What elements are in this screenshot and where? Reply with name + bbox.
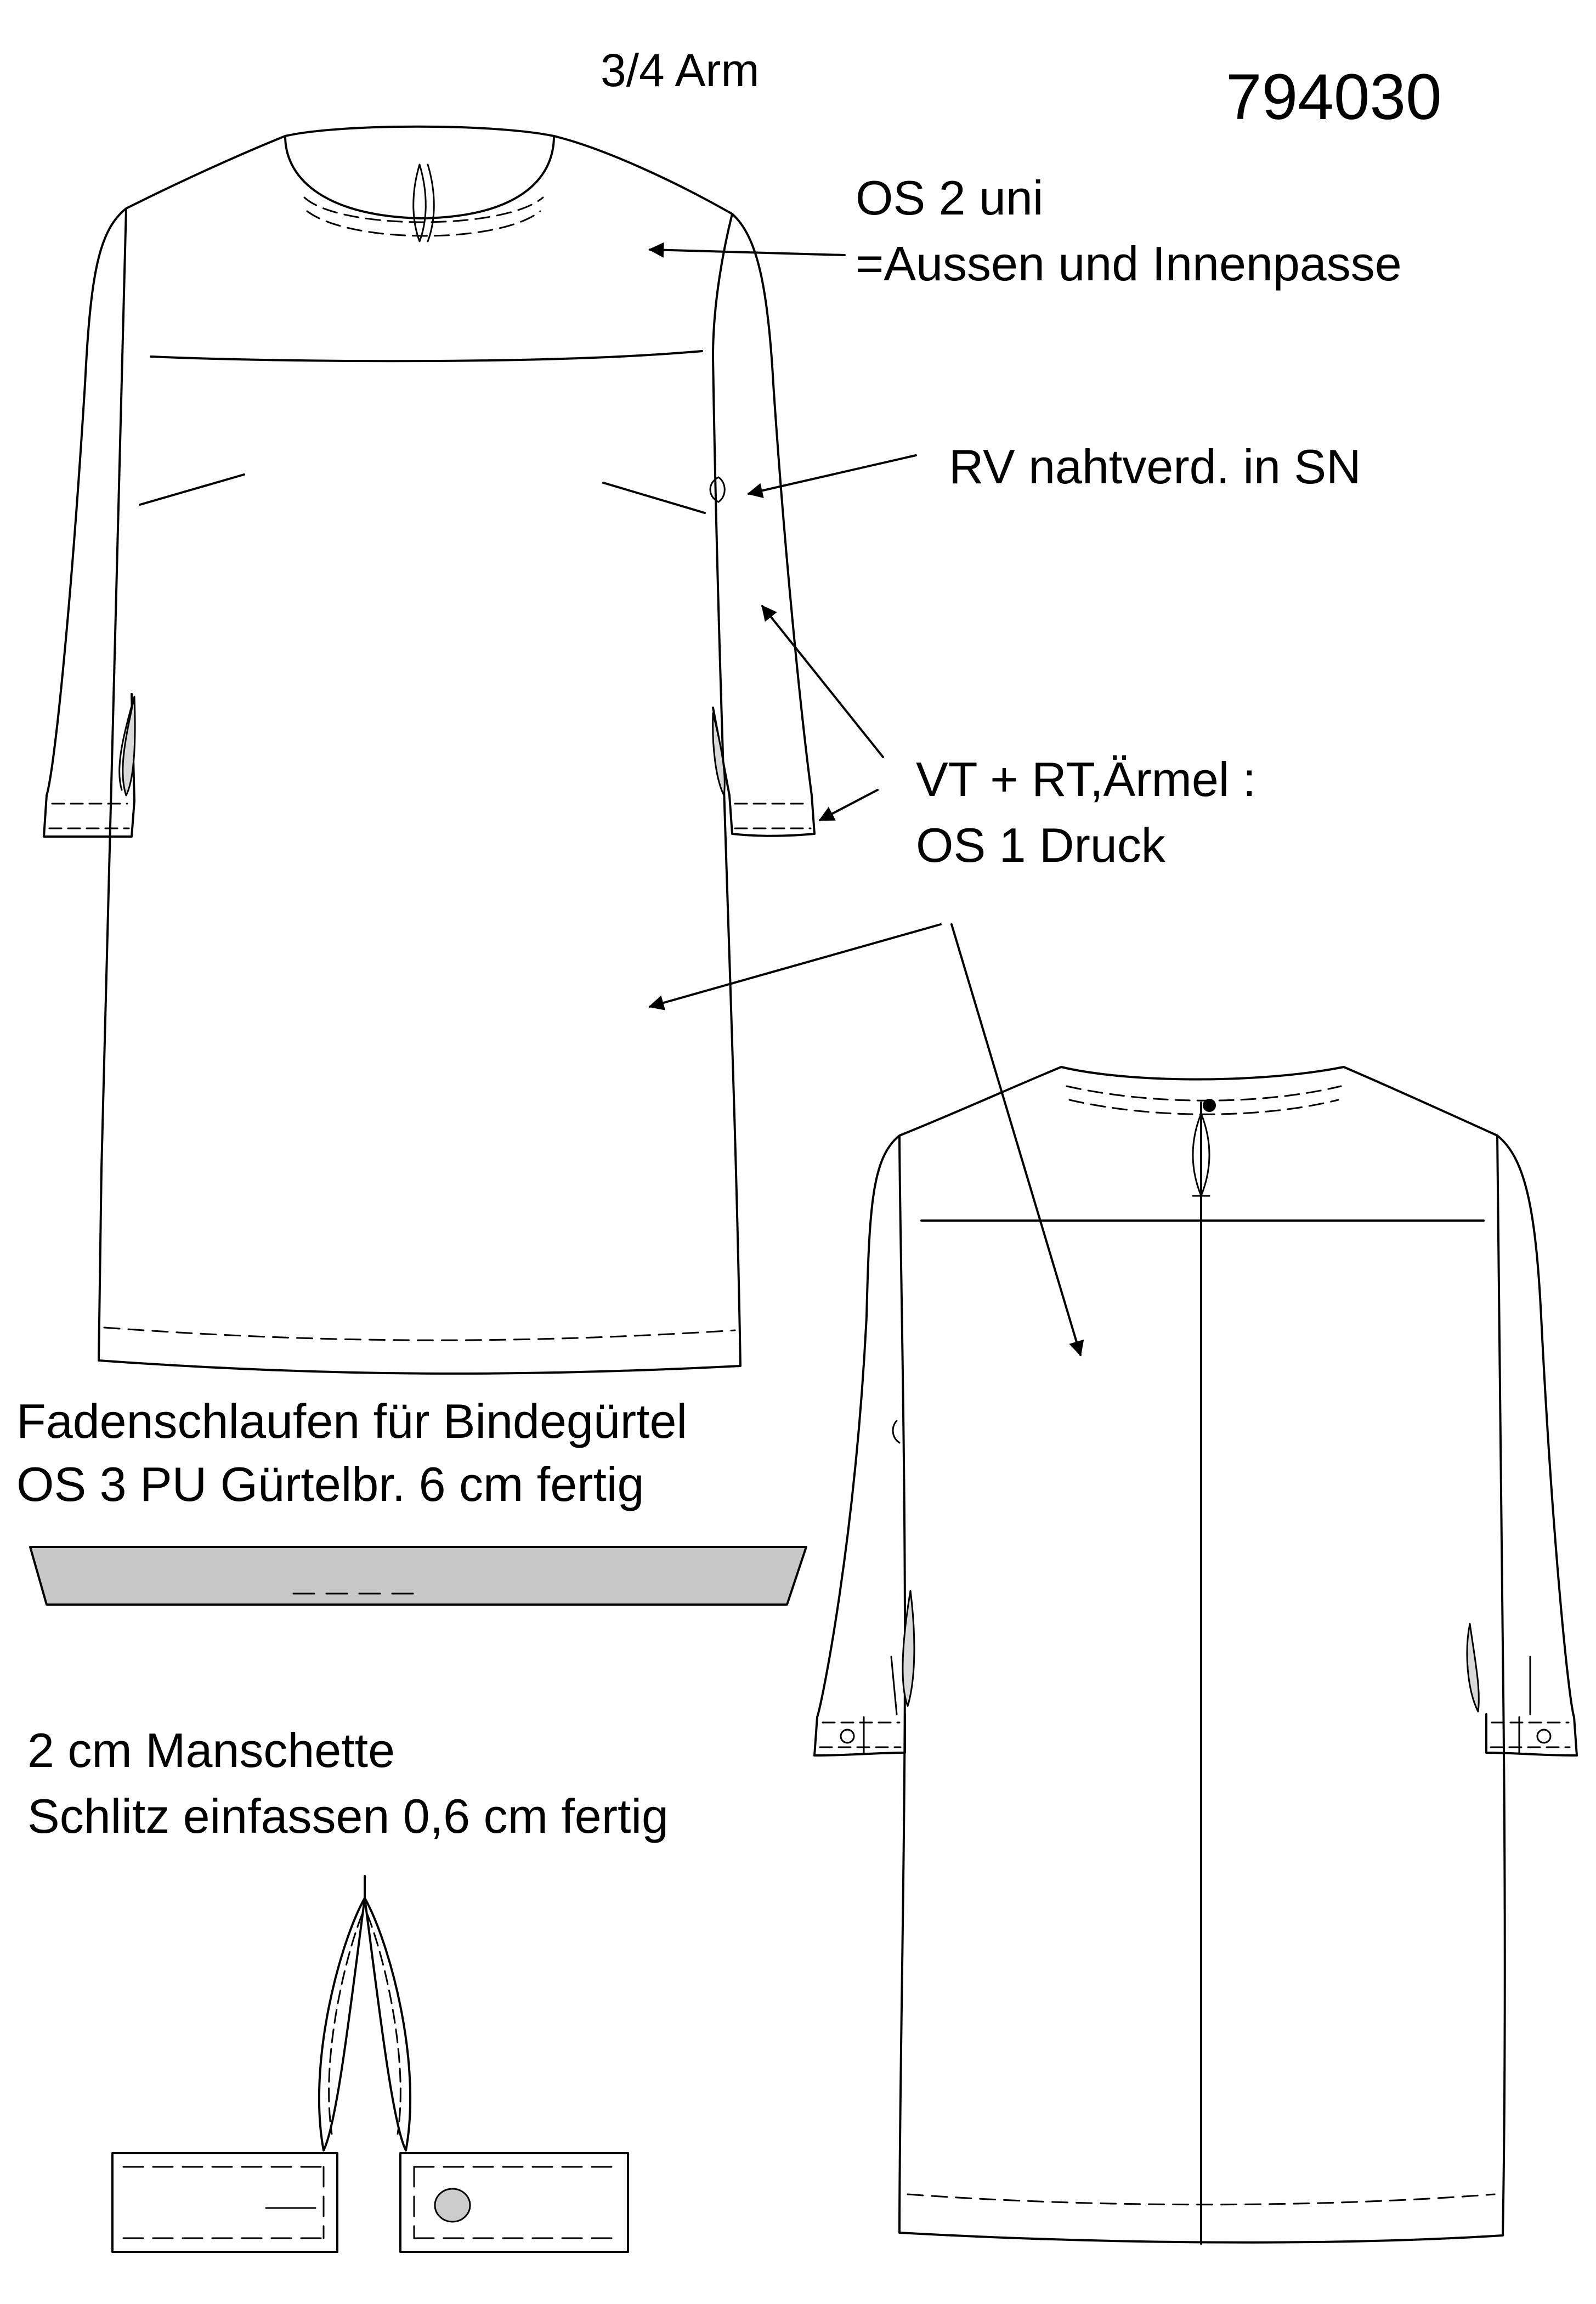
arrow-zipper xyxy=(749,455,916,494)
front-sleeve-left xyxy=(44,208,134,837)
arrow-cuff xyxy=(820,790,878,820)
back-cuff-button-right xyxy=(1537,1730,1550,1743)
yoke-fabric-label: OS 2 uni xyxy=(856,171,1044,225)
main-fabric-detail: OS 1 Druck xyxy=(916,818,1165,872)
belt-detail xyxy=(30,1547,806,1605)
placket-label: Schlitz einfassen 0,6 cm fertig xyxy=(27,1789,669,1843)
front-yoke-seam xyxy=(151,351,702,361)
cuff-piece-left xyxy=(112,2153,337,2252)
placket-left xyxy=(319,1898,365,2150)
cuff-button xyxy=(435,2189,470,2222)
front-sleeve-right xyxy=(729,214,814,836)
zipper-label: RV nahtverd. in SN xyxy=(949,439,1361,494)
belt-detail-label: OS 3 PU Gürtelbr. 6 cm fertig xyxy=(16,1457,644,1511)
yoke-fabric-detail: =Aussen und Innenpasse xyxy=(856,236,1402,291)
belt-label: Fadenschlaufen für Bindegürtel xyxy=(16,1394,688,1448)
arrow-front-body xyxy=(650,924,941,1007)
main-fabric-label: VT + RT,Ärmel : xyxy=(916,752,1257,806)
cuff-label: 2 cm Manschette xyxy=(27,1723,395,1777)
front-neckline xyxy=(285,136,554,218)
front-view xyxy=(44,127,814,1374)
belt-shape xyxy=(30,1547,806,1605)
article-number: 794030 xyxy=(1226,61,1442,133)
back-view xyxy=(814,1067,1577,2244)
back-neck-button xyxy=(1203,1099,1216,1112)
arrow-yoke xyxy=(650,250,845,255)
back-cuff-button-left xyxy=(841,1730,854,1743)
arrow-back-body xyxy=(952,924,1080,1355)
front-dart-left xyxy=(140,475,244,505)
cuff-detail xyxy=(112,1876,628,2252)
front-body-outline xyxy=(99,127,740,1374)
front-dart-right xyxy=(603,483,705,513)
placket-right xyxy=(365,1898,410,2150)
arrow-sleeve-upper xyxy=(762,606,883,757)
sleeve-length-note: 3/4 Arm xyxy=(601,44,760,96)
